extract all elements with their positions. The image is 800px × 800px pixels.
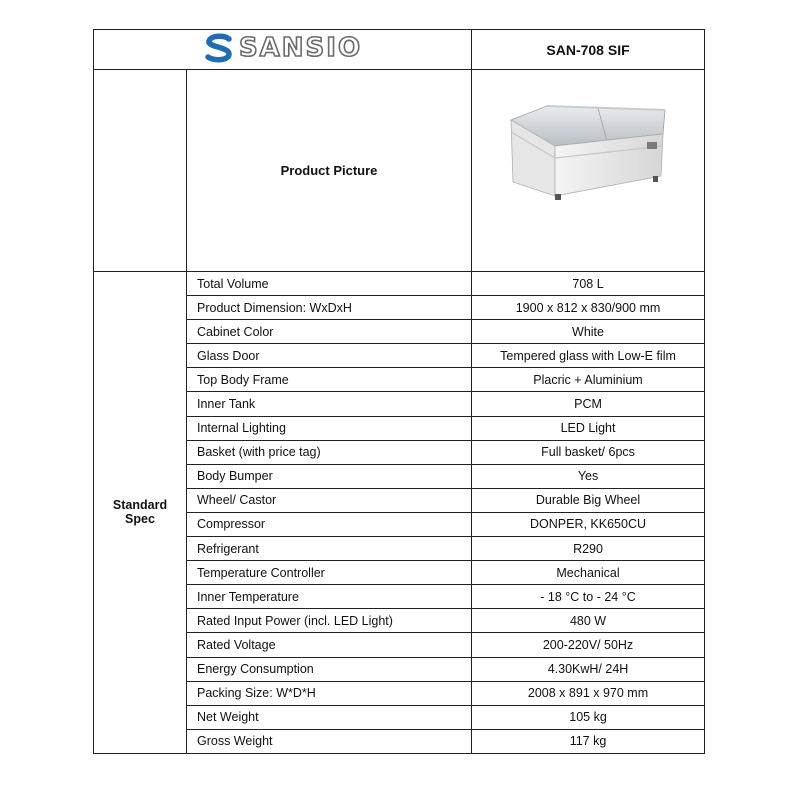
spec-name: Inner Tank bbox=[187, 392, 472, 416]
spec-value: Yes bbox=[472, 464, 705, 488]
spec-value: R290 bbox=[472, 537, 705, 561]
spec-name: Net Weight bbox=[187, 705, 472, 729]
spec-name: Wheel/ Castor bbox=[187, 488, 472, 512]
spec-name: Refrigerant bbox=[187, 537, 472, 561]
spec-value: 1900 x 812 x 830/900 mm bbox=[472, 296, 705, 320]
spec-name: Compressor bbox=[187, 512, 472, 536]
section-label-line2: Spec bbox=[125, 512, 155, 527]
spec-value: LED Light bbox=[472, 416, 705, 440]
brand-name: SANSIO bbox=[238, 33, 363, 63]
spec-name: Gross Weight bbox=[187, 729, 472, 753]
spec-name: Energy Consumption bbox=[187, 657, 472, 681]
spec-sheet bbox=[93, 29, 704, 754]
spec-name: Top Body Frame bbox=[187, 368, 472, 392]
spec-value: 4.30KwH/ 24H bbox=[472, 657, 705, 681]
spec-value: Full basket/ 6pcs bbox=[472, 440, 705, 464]
table-row bbox=[94, 272, 705, 296]
spec-value: DONPER, KK650CU bbox=[472, 512, 705, 536]
spec-value: White bbox=[472, 320, 705, 344]
spec-name: Rated Voltage bbox=[187, 633, 472, 657]
spec-name: Body Bumper bbox=[187, 464, 472, 488]
spec-value: - 18 °C to - 24 °C bbox=[472, 585, 705, 609]
spec-table bbox=[93, 29, 705, 754]
spec-value: PCM bbox=[472, 392, 705, 416]
spec-name: Rated Input Power (incl. LED Light) bbox=[187, 609, 472, 633]
spec-value: Placric + Aluminium bbox=[472, 368, 705, 392]
spec-value: 2008 x 891 x 970 mm bbox=[472, 681, 705, 705]
spec-name: Product Dimension: WxDxH bbox=[187, 296, 472, 320]
spec-name: Basket (with price tag) bbox=[187, 440, 472, 464]
product-image-cell bbox=[472, 70, 705, 272]
section-label-line1: Standard bbox=[112, 498, 168, 513]
brand-logo bbox=[203, 33, 362, 63]
sansio-s-icon bbox=[203, 33, 235, 63]
freezer-image bbox=[503, 96, 673, 206]
header-row bbox=[94, 30, 705, 70]
picture-row bbox=[94, 70, 705, 272]
spec-value: 480 W bbox=[472, 609, 705, 633]
spec-name: Total Volume bbox=[187, 272, 472, 296]
spec-name: Inner Temperature bbox=[187, 585, 472, 609]
spec-rows bbox=[94, 272, 705, 754]
empty-cell bbox=[94, 70, 187, 272]
spec-value: 708 L bbox=[472, 272, 705, 296]
logo-cell bbox=[94, 30, 472, 70]
spec-value: 105 kg bbox=[472, 705, 705, 729]
spec-name: Glass Door bbox=[187, 344, 472, 368]
model-number: SAN-708 SIF bbox=[472, 30, 705, 70]
spec-value: Durable Big Wheel bbox=[472, 488, 705, 512]
spec-name: Internal Lighting bbox=[187, 416, 472, 440]
spec-name: Cabinet Color bbox=[187, 320, 472, 344]
picture-label: Product Picture bbox=[187, 70, 472, 272]
section-label bbox=[94, 272, 187, 754]
spec-value: 200-220V/ 50Hz bbox=[472, 633, 705, 657]
spec-name: Temperature Controller bbox=[187, 561, 472, 585]
spec-name: Packing Size: W*D*H bbox=[187, 681, 472, 705]
spec-value: 117 kg bbox=[472, 729, 705, 753]
spec-value: Tempered glass with Low-E film bbox=[472, 344, 705, 368]
spec-value: Mechanical bbox=[472, 561, 705, 585]
